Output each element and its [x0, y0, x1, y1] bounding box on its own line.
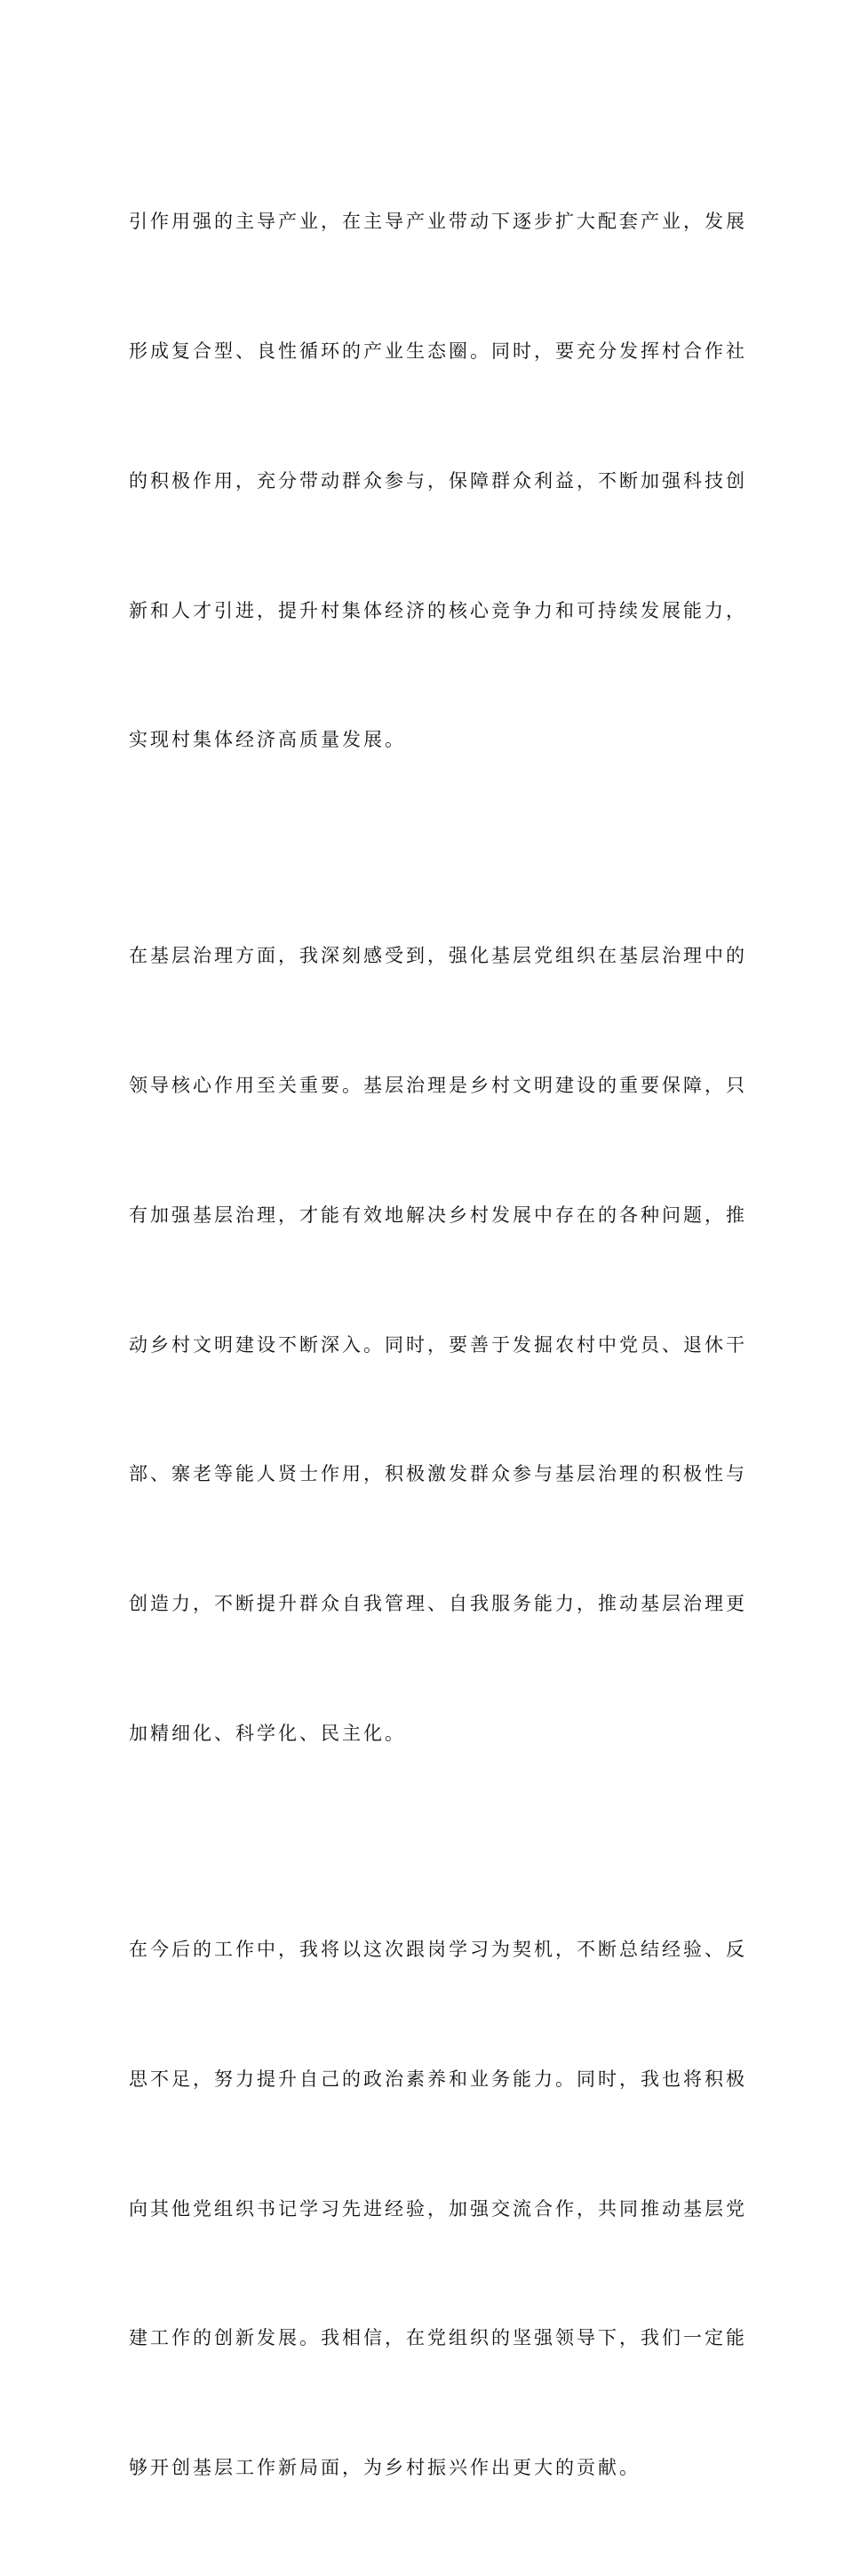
text-line: 加精细化、科学化、民主化。: [129, 1722, 406, 1744]
text-line: 够开创基层工作新局面，为乡村振兴作出更大的贡献。: [129, 2457, 641, 2479]
paragraph-future-work: [129, 1842, 747, 2576]
text-line: 领导核心作用至关重要。基层治理是乡村文明建设的重要保障，只: [129, 1075, 747, 1097]
text-line: 引作用强的主导产业，在主导产业带动下逐步扩大配套产业，发展: [129, 211, 747, 233]
text-line: 思不足，努力提升自己的政治素养和业务能力。同时，我也将积极: [129, 2068, 747, 2090]
text-line: 向其他党组织书记学习先进经验，加强交流合作，共同推动基层党: [129, 2197, 747, 2220]
text-line: 的积极作用，充分带动群众参与，保障群众利益，不断加强科技创: [129, 469, 747, 492]
text-line: 新和人才引进，提升村集体经济的核心竞争力和可持续发展能力，: [129, 599, 747, 621]
text-line: 实现村集体经济高质量发展。: [129, 729, 406, 751]
text-line: 在基层治理方面，我深刻感受到，强化基层党组织在基层治理中的: [129, 945, 747, 967]
text-line: 建工作的创新发展。我相信，在党组织的坚强领导下，我们一定能: [129, 2327, 747, 2349]
text-line: 形成复合型、良性循环的产业生态圈。同时，要充分发挥村合作社: [129, 340, 747, 362]
text-line: 有加强基层治理，才能有效地解决乡村发展中存在的各种问题，推: [129, 1204, 747, 1226]
document-body: [129, 114, 747, 2576]
text-line: 在今后的工作中，我将以这次跟岗学习为契机，不断总结经验、反: [129, 1938, 747, 1960]
text-line: 部、寨老等能人贤士作用，积极激发群众参与基层治理的积极性与: [129, 1463, 747, 1485]
text-line: 动乡村文明建设不断深入。同时，要善于发掘农村中党员、退休干: [129, 1333, 747, 1356]
paragraph-governance: [129, 848, 747, 1842]
paragraph-industry: [129, 114, 747, 848]
text-line: 创造力，不断提升群众自我管理、自我服务能力，推动基层治理更: [129, 1593, 747, 1615]
